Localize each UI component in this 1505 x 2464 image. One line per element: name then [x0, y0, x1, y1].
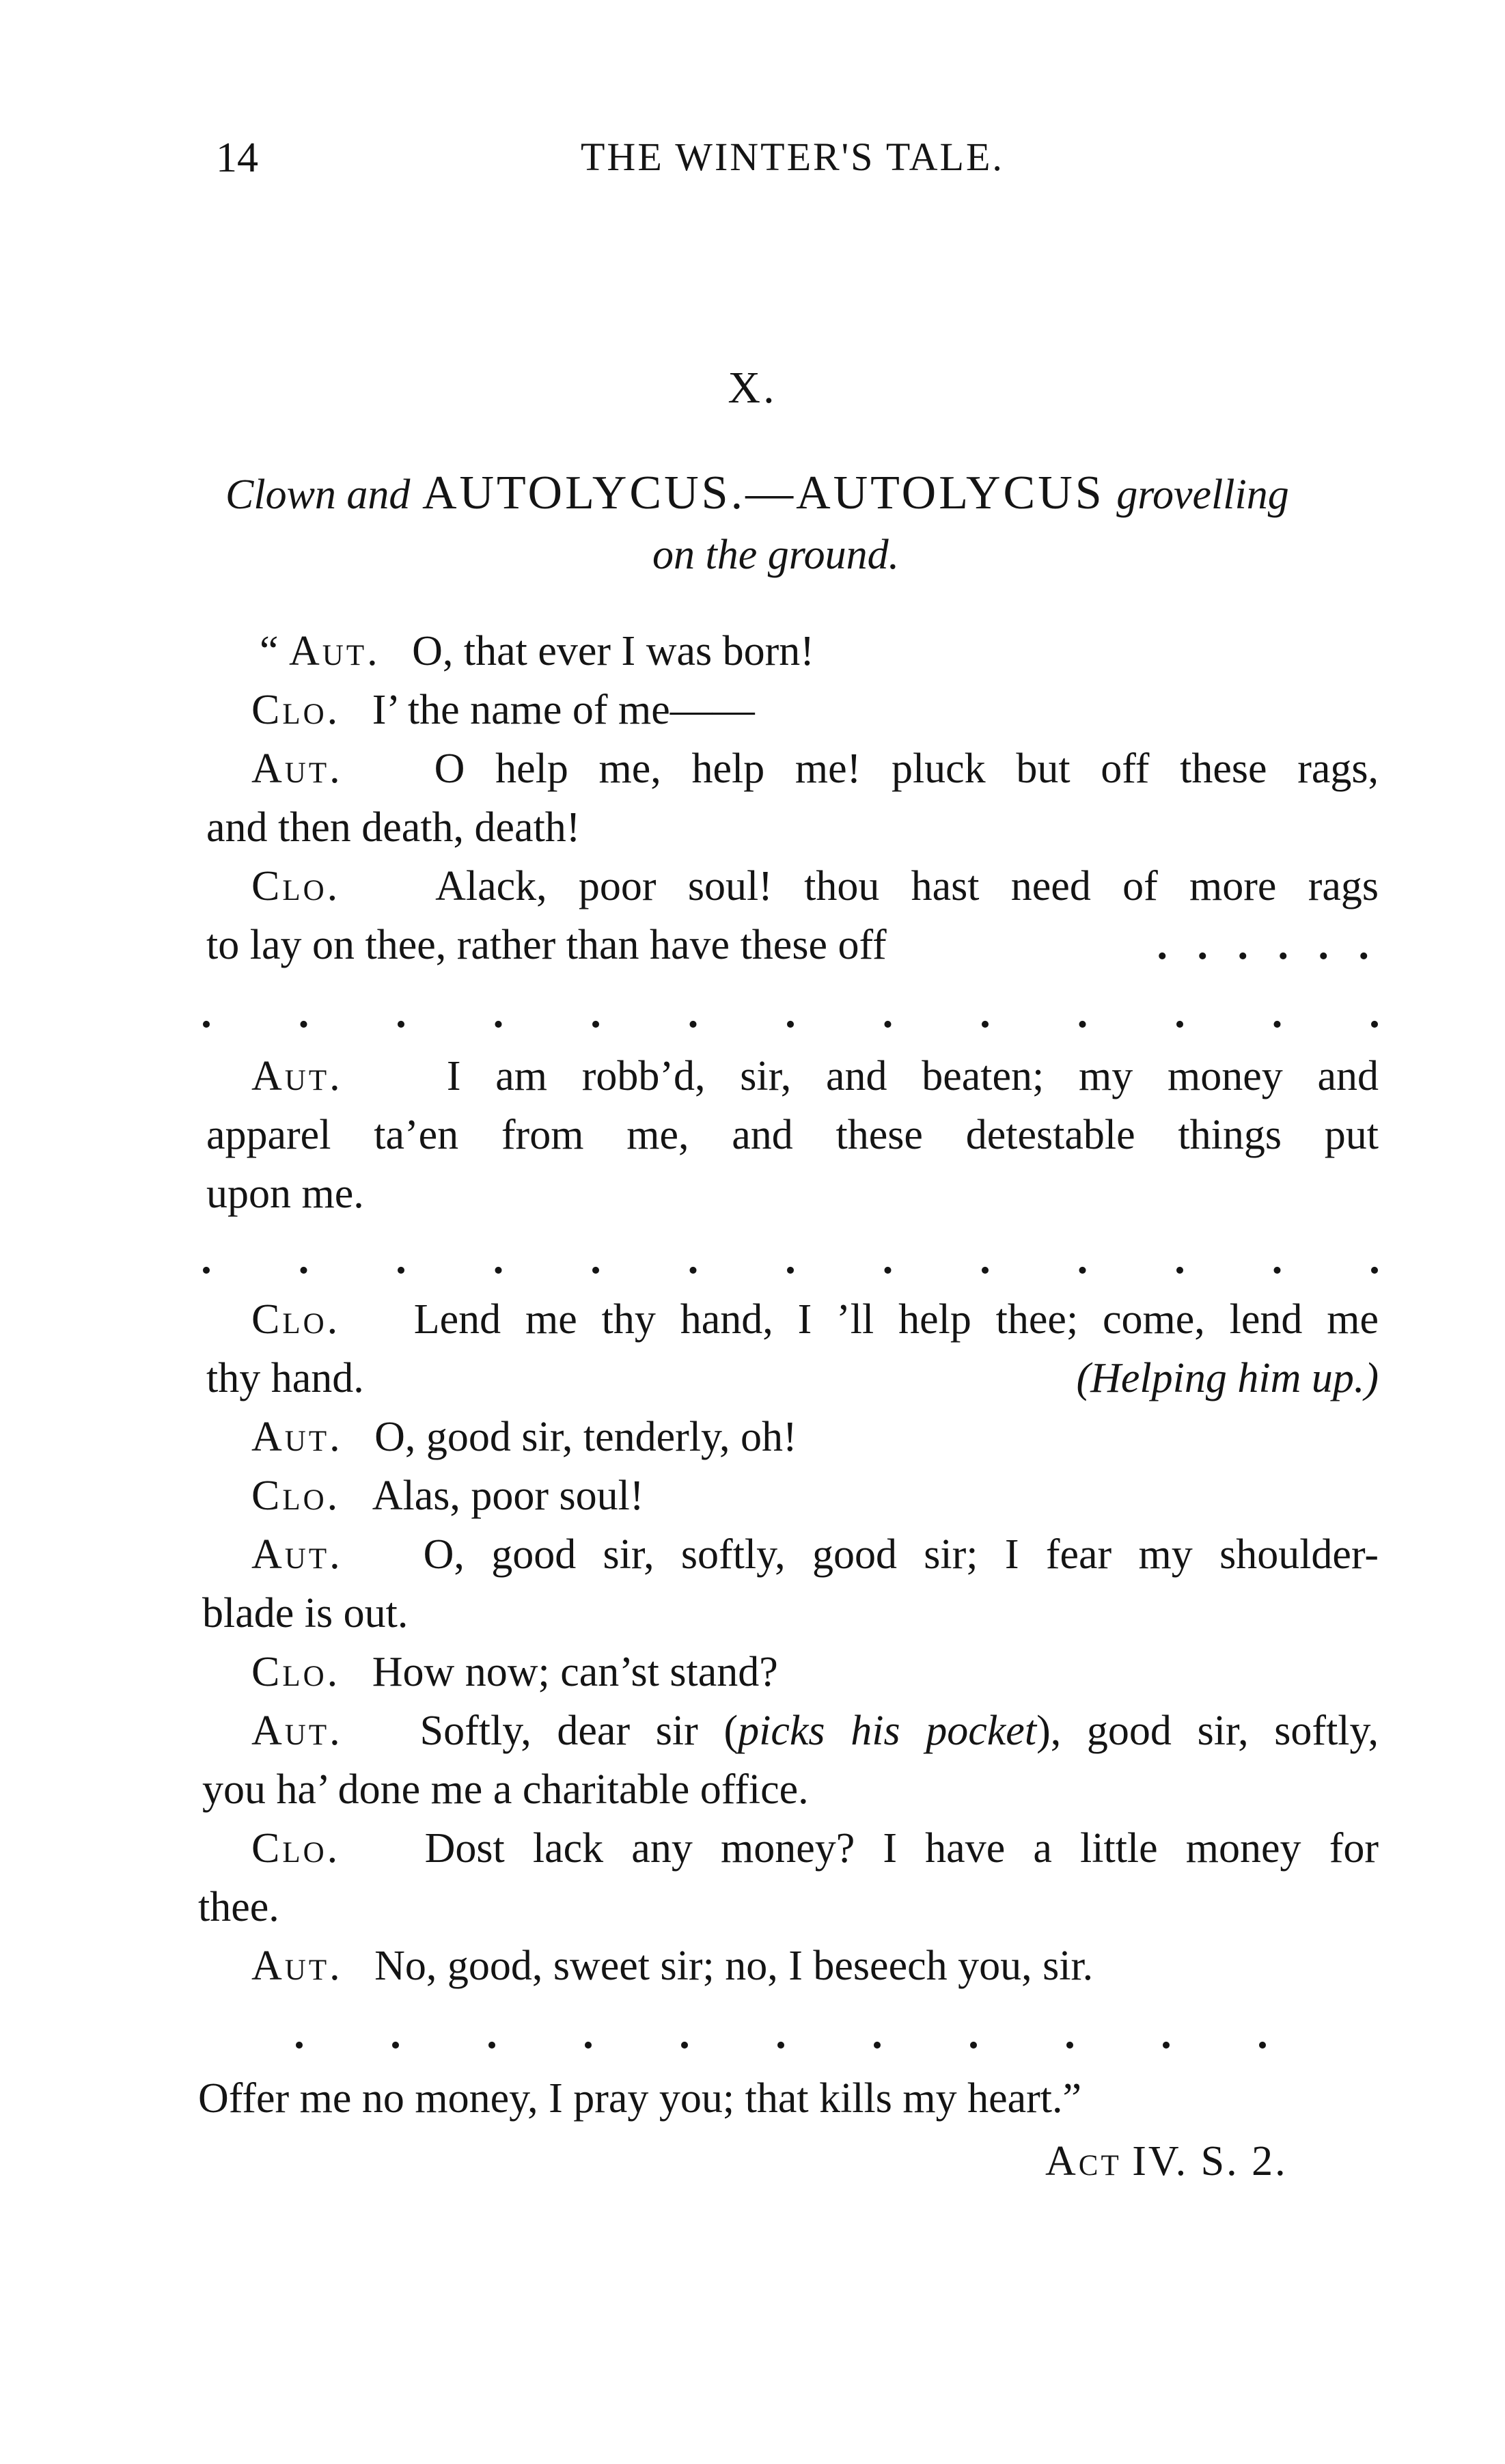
speech-text: No, good, sweet sir; no, I beseech you, sir. [374, 1943, 1094, 1989]
speech-13 [251, 1942, 1093, 1990]
speech-text: Dost lack any money? I have a little money for [424, 1825, 1379, 1872]
speech-text: Lend me thy hand, I ’ll help thee; come, lend me [413, 1296, 1379, 1343]
speech-text: I’ the name of me—— [372, 687, 755, 733]
speech-5 [251, 1052, 1379, 1101]
speech-4 [251, 862, 1379, 911]
running-title: THE WINTER'S TALE. [581, 135, 1004, 179]
scene-heading-suffix-2: on the ground. [652, 532, 900, 578]
speech-9-continued: blade is out. [202, 1590, 409, 1637]
speech-6 [251, 1296, 1379, 1344]
speech-2 [251, 686, 755, 735]
speech-12-continued: thee. [198, 1884, 279, 1930]
omission-row-3: . . . . . . . . . . . [294, 2011, 1268, 2057]
page-number: 14 [216, 135, 258, 181]
speech-10 [251, 1648, 778, 1697]
speech-text: O, good sir, tenderly, oh! [374, 1414, 797, 1460]
speech-text: Softly, dear sir ( [419, 1708, 738, 1754]
speaker-clown: Clo. [251, 687, 341, 733]
speech-5-continued-2: upon me. [206, 1171, 364, 1217]
speaker-autolycus: Aut. [251, 1414, 343, 1460]
speaker-autolycus: Aut. [251, 1943, 343, 1989]
ellipsis-dots: . . . . . . [1157, 922, 1379, 968]
speech-3 [251, 745, 1379, 793]
scene-heading-suffix-1: grovelling [1116, 471, 1289, 518]
speech-6-continued [206, 1354, 1379, 1403]
speaker-clown: Clo. [251, 1473, 341, 1519]
speech-4-continued [206, 921, 1379, 970]
speaker-autolycus: Aut. [251, 745, 343, 792]
speaker-clown: Clo. [251, 863, 341, 909]
omission-row-2: . . . . . . . . . . . . . [201, 1236, 1380, 1283]
speech-text: O, that ever I was born! [412, 628, 814, 674]
stage-direction: (Helping him up.) [1076, 1355, 1379, 1401]
scene-heading-line-2 [652, 526, 899, 581]
speech-5-continued: apparel ta’en from me, and these detestable things put [206, 1112, 1379, 1158]
speaker-autolycus: Aut. [251, 1708, 343, 1754]
stage-direction: picks his pocket [738, 1708, 1037, 1754]
speaker-autolycus: Aut. [251, 1531, 343, 1578]
speaker-clown: Clo. [251, 1649, 341, 1695]
speaker-clown: Clo. [251, 1825, 341, 1872]
scene-heading-line-1 [225, 466, 1289, 521]
scene-heading-names: AUTOLYCUS.—AUTOLYCUS [422, 467, 1105, 519]
speech-text: Alas, poor soul! [372, 1473, 644, 1519]
scene-heading-prefix: Clown and [225, 471, 411, 518]
act-scene-number: IV. S. 2. [1132, 2138, 1288, 2185]
speaker-autolycus: Aut. [251, 1053, 343, 1099]
speech-text: thy hand. [206, 1355, 364, 1401]
omission-row-1: . . . . . . . . . . . . . [201, 990, 1380, 1037]
act-label: Act [1045, 2138, 1122, 2185]
speech-text: I am robb’d, sir, and beaten; my money and [446, 1053, 1379, 1099]
speech-7 [251, 1413, 797, 1462]
speech-11-continued: you ha’ done me a charitable office. [202, 1766, 809, 1813]
speech-text: to lay on thee, rather than have these off [206, 922, 887, 968]
act-scene-reference [1045, 2137, 1288, 2186]
speaker-clown: Clo. [251, 1296, 341, 1343]
speech-14: Offer me no money, I pray you; that kills my heart.” [198, 2075, 1082, 2122]
speech-text: O help me, help me! pluck but off these rags, [434, 745, 1379, 792]
speech-text: Alack, poor soul! thou hast need of more rags [435, 863, 1379, 909]
speech-9 [251, 1531, 1379, 1579]
speech-12 [251, 1824, 1379, 1873]
speech-1 [260, 627, 814, 676]
speech-8 [251, 1472, 644, 1520]
speech-3-continued: and then death, death! [206, 804, 581, 851]
speech-11 [251, 1707, 1379, 1755]
speech-text: How now; can’st stand? [372, 1649, 778, 1695]
speaker-autolycus: Aut. [289, 628, 381, 674]
section-numeral: X. [728, 363, 777, 413]
opening-quote: “ [260, 628, 279, 674]
speech-text: ), good sir, softly, [1036, 1708, 1379, 1754]
speech-text: O, good sir, softly, good sir; I fear my shoulder- [423, 1531, 1379, 1578]
